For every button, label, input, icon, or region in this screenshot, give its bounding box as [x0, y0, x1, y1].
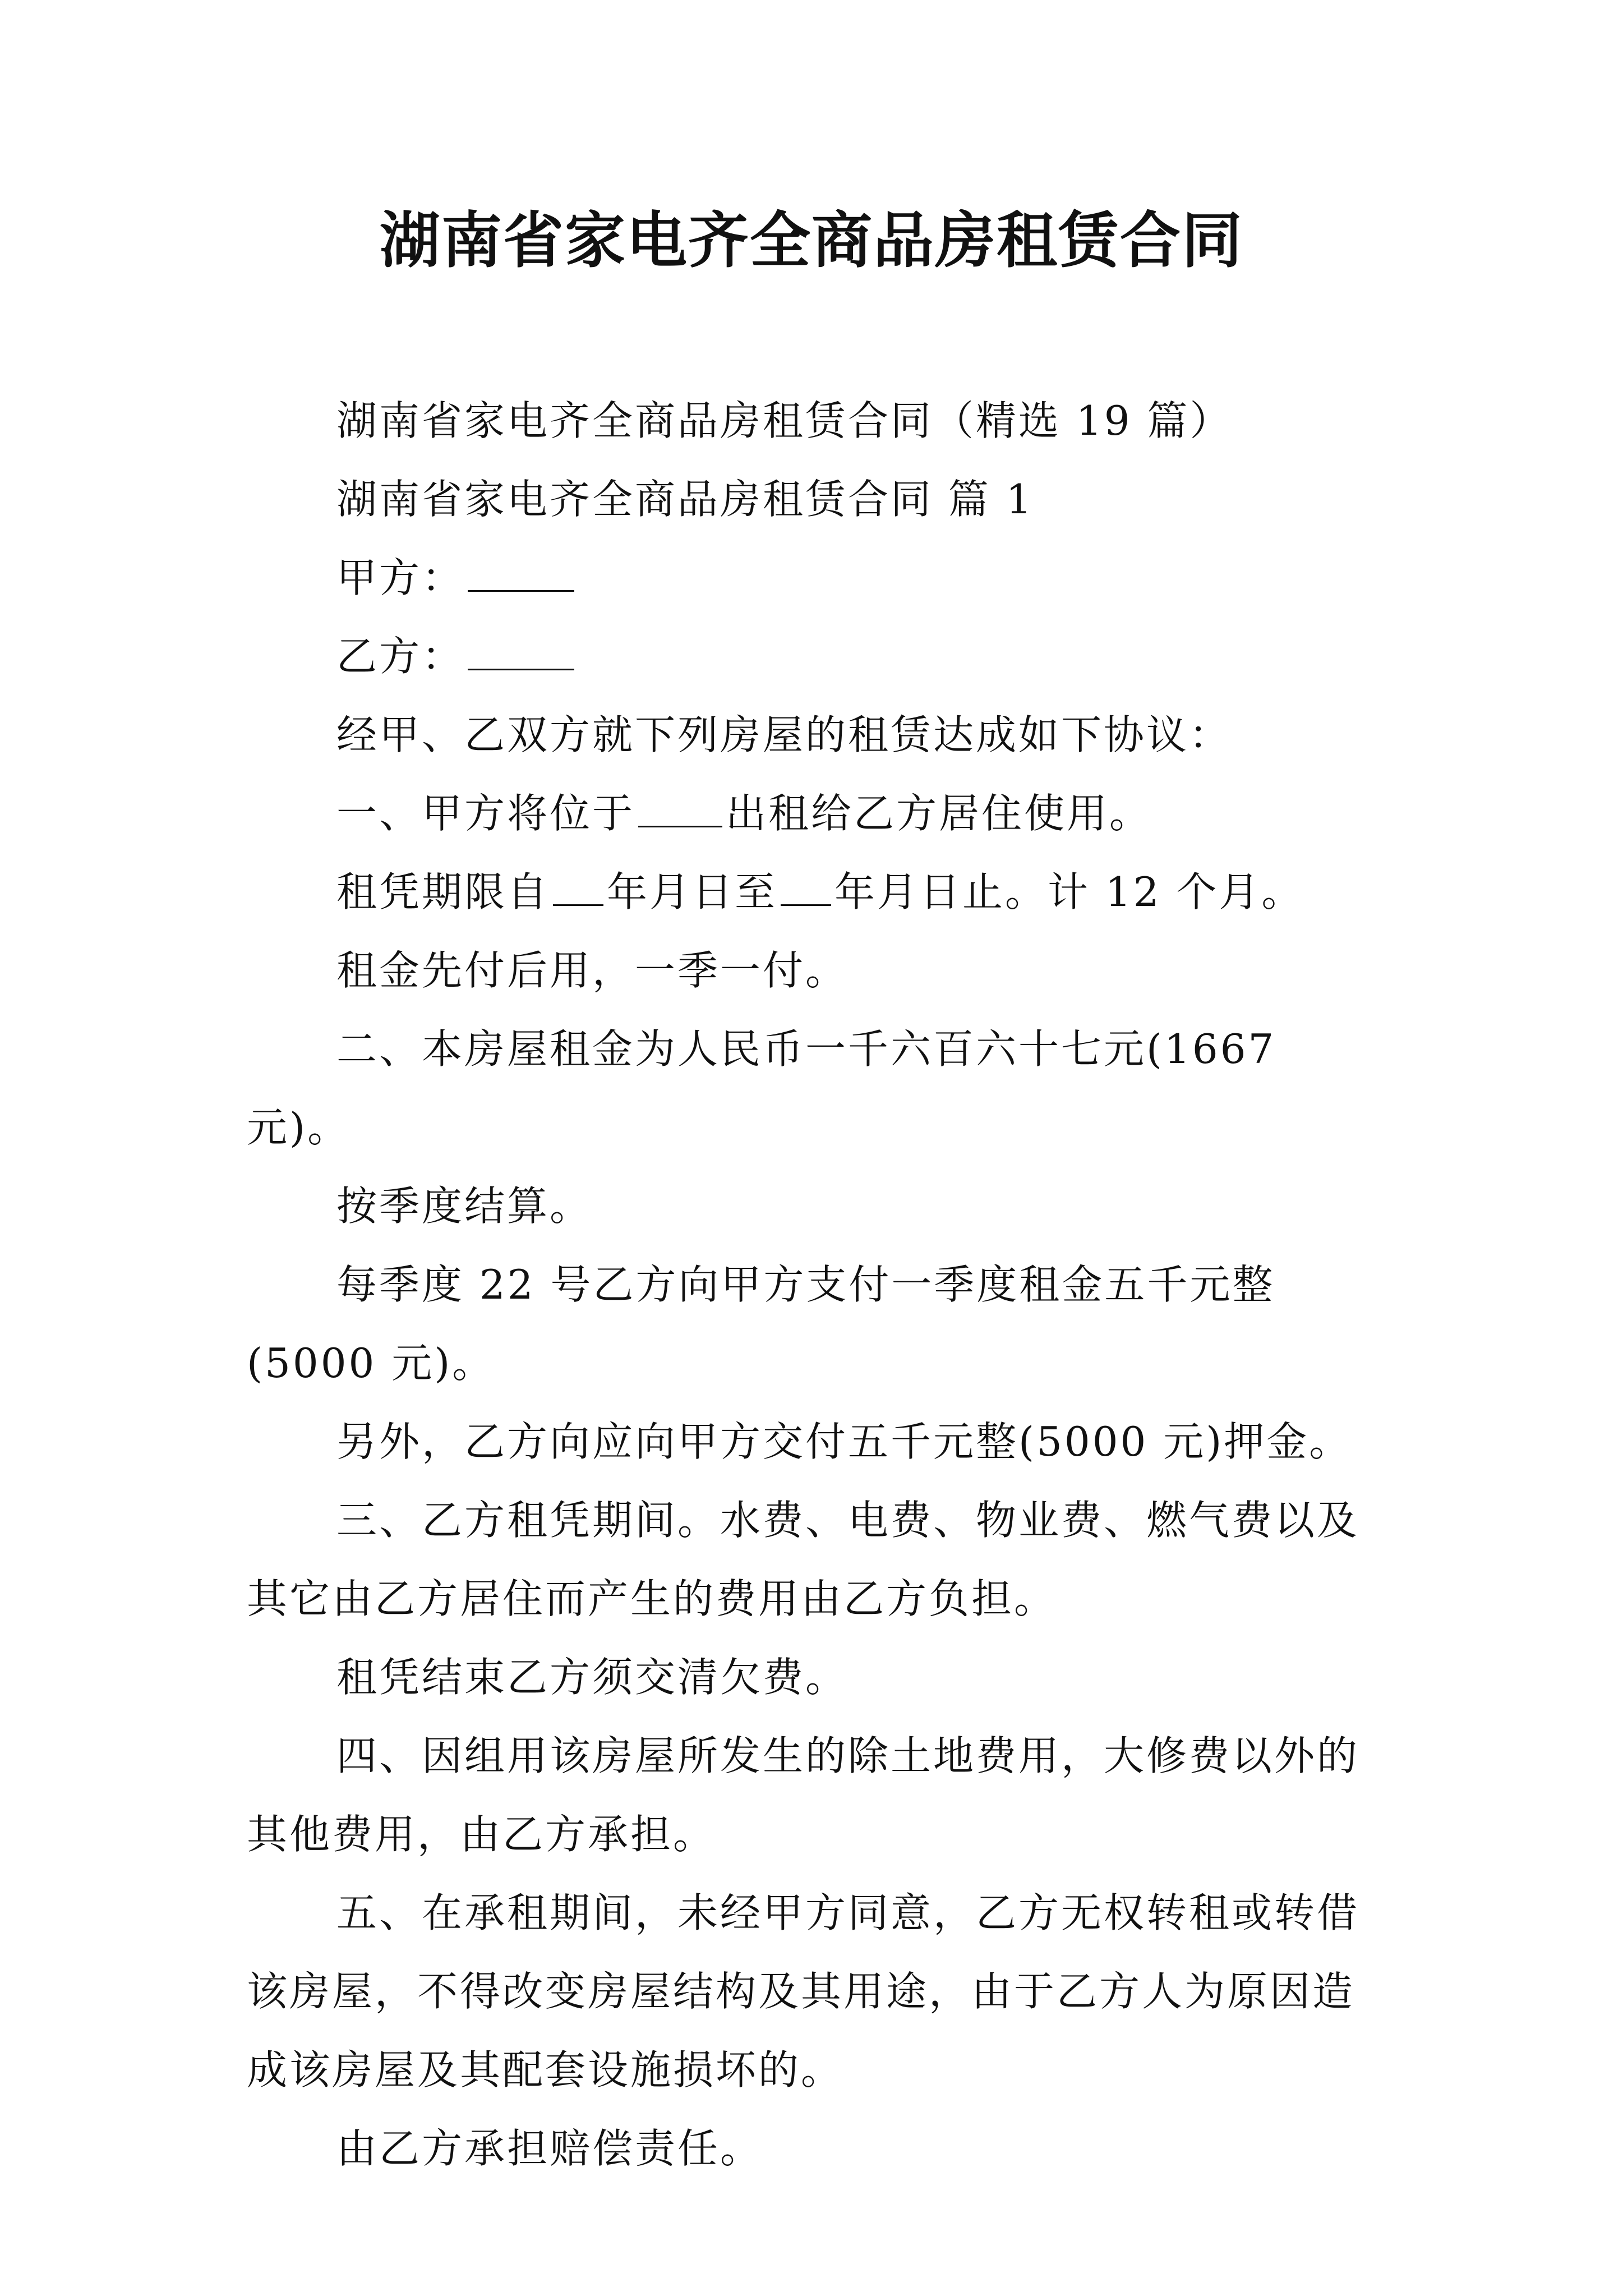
section-heading: 湖南省家电齐全商品房租赁合同 篇 1	[336, 476, 1034, 523]
clause-5-sublease: 五、在承租期间，未经甲方同意，乙方无权转租或转借该房屋，不得改变房屋结构及其用途，由于乙方人为原因造成该房屋及其配套设施损坏的。	[247, 1889, 1360, 2093]
lease-term-b: 年月日至	[607, 868, 778, 915]
location-blank	[638, 792, 722, 827]
party-b-line	[247, 617, 1380, 696]
payment-terms: 租金先付后用，一季一付。	[336, 947, 849, 994]
start-year-blank	[553, 871, 603, 906]
clause-2-rent: 二、本房屋租金为人民币一千六百六十七元(1667 元)。	[247, 1025, 1276, 1151]
agreement-intro: 经甲、乙双方就下列房屋的租赁达成如下协议：	[336, 711, 1232, 758]
party-a-label: 甲方：	[336, 554, 465, 601]
quarterly-settlement: 按季度结算。	[336, 1182, 593, 1230]
lease-term-c: 年月日止。计 12 个月。	[834, 868, 1304, 915]
settle-arrears: 租凭结束乙方须交清欠费。	[336, 1654, 849, 1701]
clause-3-fees: 三、乙方租凭期间。水费、电费、物业费、燃气费以及其它由乙方居住而产生的费用由乙方负担。	[247, 1497, 1360, 1622]
clause-4-costs: 四、因组用该房屋所发生的除土地费用，大修费以外的其他费用，由乙方承担。	[247, 1732, 1360, 1858]
lease-term	[247, 853, 1380, 931]
document-body	[247, 381, 1380, 2188]
clause-1-before: 一、甲方将位于	[336, 790, 635, 837]
compensation: 由乙方承担赔偿责任。	[336, 2125, 763, 2172]
party-b-label: 乙方：	[336, 633, 465, 680]
subtitle-collection: 湖南省家电齐全商品房租赁合同（精选 19 篇）	[336, 397, 1233, 444]
end-year-blank	[781, 871, 831, 906]
party-a-blank	[468, 556, 574, 592]
lease-term-a: 租凭期限自	[336, 868, 550, 915]
deposit: 另外，乙方向应向甲方交付五千元整(5000 元)押金。	[336, 1418, 1352, 1465]
quarterly-payment: 每季度 22 号乙方向甲方支付一季度租金五千元整(5000 元)。	[247, 1261, 1275, 1387]
party-b-blank	[468, 635, 574, 670]
party-a-line	[247, 539, 1380, 617]
document-title: 湖南省家电齐全商品房租赁合同	[379, 206, 1243, 276]
clause-1-after: 出租给乙方居住使用。	[726, 790, 1152, 837]
clause-1-location	[247, 774, 1380, 853]
